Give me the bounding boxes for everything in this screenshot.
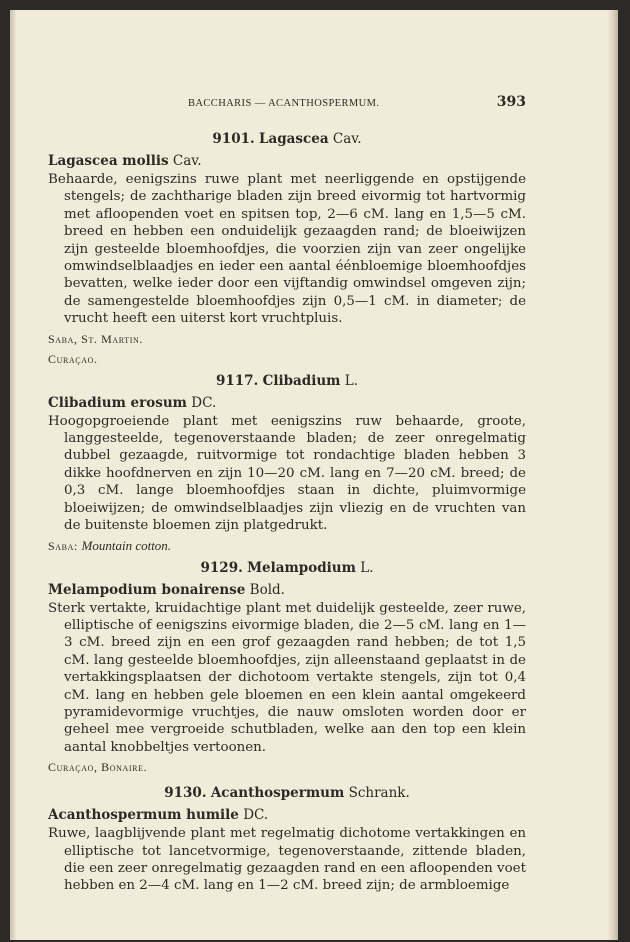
genus-heading [48, 130, 526, 149]
locality-line: Curaçao, Bonaire. [48, 760, 148, 775]
species-name: Lagascea mollis [48, 153, 169, 169]
species-description: Sterk vertakte, kruidachtige plant met duidelijk gesteelde, zeer ruwe, elliptische of eenigszins eivormige bladen, die 2—5 cM. lang en 1—3 cM. breed zijn en een grof gezaagden rand hebben; de tot 1,5 cM. lang gesteelde bloemhoofdjes, zijn alleenstaand geplaatst in de vertakkingsplaatsen der dichotoom vertakte stengels, zijn tot 0,4 cM. lang en hebben gele bloemen en een klein aantal omgekeerd pyramidevormige vruchtjes, die nauw omsloten worden door er geheel mee vergroeide schutbladen, welke aan den top een klein aantal knobbeltjes vertoonen. [48, 600, 526, 755]
genus-author: Schrank. [348, 785, 410, 802]
genus-number: 9117. [216, 372, 259, 389]
species-description: Ruwe, laagblijvende plant met regelmatig dichotome vertakkingen en elliptische tot lancetvormige, tegenoverstaande, zittende bladen, die een zeer onregelmatig gezaagden rand en een afloopenden voet hebben en 2—4 cM. lang en 1—2 cM. breed zijn; de armbloemige [48, 826, 526, 894]
species-author: DC. [191, 394, 217, 411]
species-author: DC. [243, 807, 269, 824]
running-head [48, 96, 526, 116]
species-heading [48, 394, 526, 413]
species-author: Bold. [249, 581, 285, 598]
locality-line: Curaçao. [48, 351, 98, 366]
species-heading [48, 581, 526, 600]
species-description: Hoogopgroeiende plant met eenigszins ruw behaarde, groote, langgesteelde, tegenoverstaande bladen; de zeer onregelmatig dubbel gezaagde, ruitvormige tot rondachtige bladen hebben 3 dikke hoofdnerven en zijn 10—20 cM. lang en 7—20 cM. breed; de 0,3 cM. lange bloemhoofdjes staan in dichte, pluimvormige bloeiwijzen; de omwindselblaadjes zijn vliezig en de vruchten van de buitenste bloemen zijn platgedrukt. [48, 413, 526, 534]
genus-heading [48, 372, 526, 391]
locality-name: Saba: [48, 538, 78, 553]
genus-number: 9101. [212, 131, 255, 147]
species-heading [48, 806, 526, 825]
genus-name: Melampodium [247, 559, 356, 576]
genus-author: L. [360, 559, 374, 576]
vernacular-name: Mountain cotton. [81, 537, 172, 553]
genus-name: Clibadium [262, 372, 341, 389]
species-author: Cav. [172, 153, 202, 169]
species-name: Melampodium bonairense [48, 581, 246, 598]
species-name: Acanthospermum humile [48, 807, 239, 824]
genus-number: 9130. [164, 785, 207, 802]
page-number: 393 [496, 94, 526, 110]
genus-section-lagascea [48, 130, 526, 368]
locality-line [48, 537, 526, 555]
species-name: Clibadium erosum [48, 394, 187, 411]
genus-section-acanthospermum [48, 784, 526, 895]
genus-heading [48, 559, 526, 578]
genus-heading [48, 784, 526, 803]
genus-author: Cav. [332, 131, 362, 147]
page-edge [608, 10, 618, 940]
page-spine-shadow [10, 10, 16, 940]
book-page [10, 10, 618, 940]
genus-author: L. [344, 372, 358, 389]
species-description: Behaarde, eenigszins ruwe plant met neerliggende en opstijgende stengels; de zachtharige bladen zijn breed eivormig tot hartvormig met afloopenden voet en spitsen top, 2—6 cM. lang en 1,5—5 cM. breed en hebben een onduidelijk gezaagden rand; de bloeiwijzen zijn gesteelde bloemhoofdjes, die voorzien zijn van zeer ongelijke omwindselblaadjes en ieder een aantal éénbloemige bloemhoofdjes bevatten, welke ieder door een vijftandig omwindsel omgeven zijn; de samengestelde bloemhoofdjes zijn 0,5—1 cM. in diameter; de vrucht heeft een uiterst kort vruchtpluis. [48, 172, 526, 327]
genus-number: 9129. [200, 559, 243, 576]
species-heading [48, 152, 526, 171]
running-title: BACCHARIS — ACANTHOSPERMUM. [188, 98, 380, 109]
page-content [48, 96, 526, 895]
locality-line: Saba, St. Martin. [48, 331, 143, 346]
genus-name: Lagascea [258, 131, 329, 147]
genus-name: Acanthospermum [210, 785, 345, 802]
genus-section-melampodium [48, 559, 526, 777]
genus-section-clibadium [48, 372, 526, 555]
